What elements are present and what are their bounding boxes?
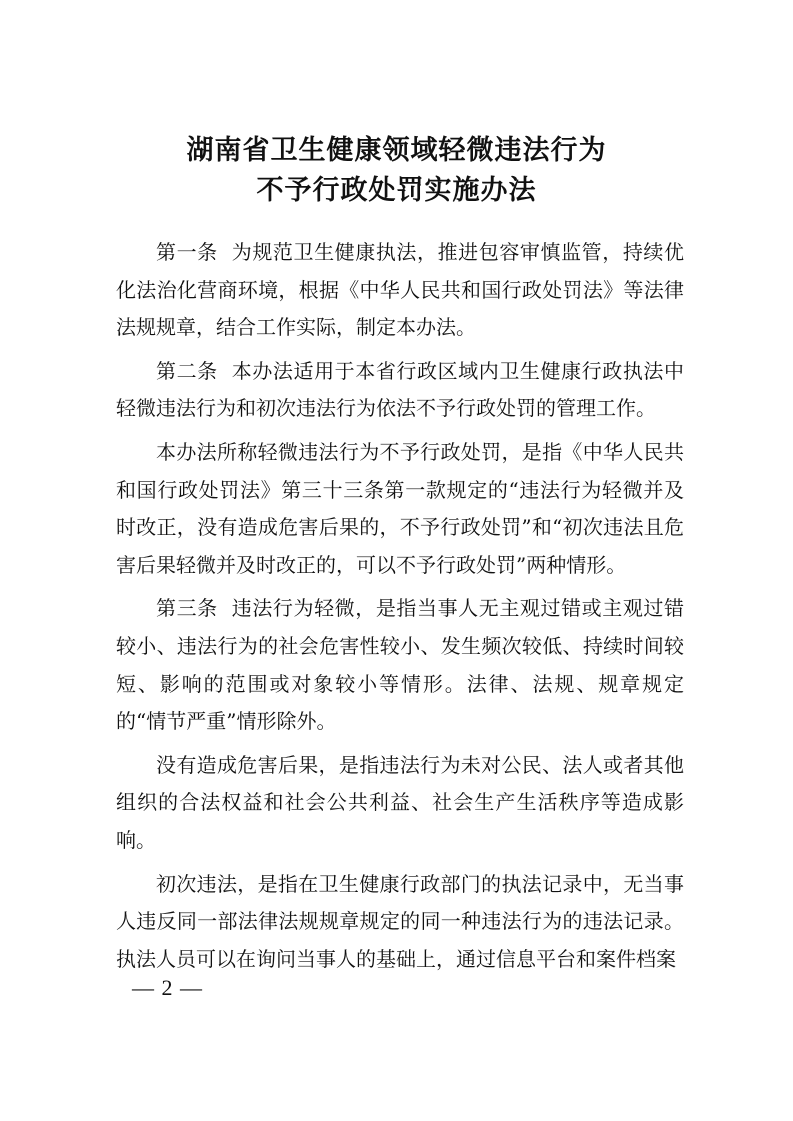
paragraph-first-offense-definition bbox=[116, 866, 684, 979]
paragraph-text: 违法行为轻微，是指当事人无主观过错或主观过错较小、违法行为的社会危害性较小、发生频次较低、持续时间较短、影响的范围或对象较小等情形。法律、法规、规章规定的“情节严重”情形除外。 bbox=[116, 596, 684, 734]
paragraph-article-2 bbox=[116, 353, 684, 428]
page-number: — 2 — bbox=[132, 975, 203, 1000]
paragraph-text: 初次违法，是指在卫生健康行政部门的执法记录中，无当事人违反同一部法律法规规章规定的同一种违法行为的违法记录。执法人员可以在询问当事人的基础上，通过信息平台和案件档案 bbox=[116, 871, 684, 971]
document-title-line-1: 湖南省卫生健康领域轻微违法行为 bbox=[186, 135, 607, 166]
paragraph-text: 没有造成危害后果，是指违法行为未对公民、法人或者其他组织的合法权益和社会公共利益、社会生产生活秩序等造成影响。 bbox=[116, 752, 684, 852]
document-title-line-2: 不予行政处罚实施办法 bbox=[256, 175, 537, 206]
article-number: 第三条 bbox=[156, 596, 218, 621]
paragraph-text: 为规范卫生健康执法，推进包容审慎监管，持续优化法治化营商环境，根据《中华人民共和国行政处罚法》等法律法规规章，结合工作实际，制定本办法。 bbox=[116, 240, 684, 340]
paragraph-text: 本办法所称轻微违法行为不予行政处罚，是指《中华人民共和国行政处罚法》第三十三条第一款规定的“违法行为轻微并及时改正，没有造成危害后果的，不予行政处罚”和“初次违法且危害后果轻微并及时改正的，可以不予行政处罚”两种情形。 bbox=[116, 439, 684, 577]
article-number: 第一条 bbox=[156, 240, 218, 264]
article-number: 第二条 bbox=[156, 358, 218, 383]
paragraph-text: 本办法适用于本省行政区域内卫生健康行政执法中轻微违法行为和初次违法行为依法不予行政处罚的管理工作。 bbox=[116, 358, 684, 421]
paragraph-no-harm-definition bbox=[116, 747, 684, 860]
paragraph-article-1 bbox=[116, 234, 684, 347]
paragraph-article-2-definition bbox=[116, 434, 684, 584]
document-body bbox=[116, 234, 684, 984]
paragraph-article-3 bbox=[116, 590, 684, 740]
